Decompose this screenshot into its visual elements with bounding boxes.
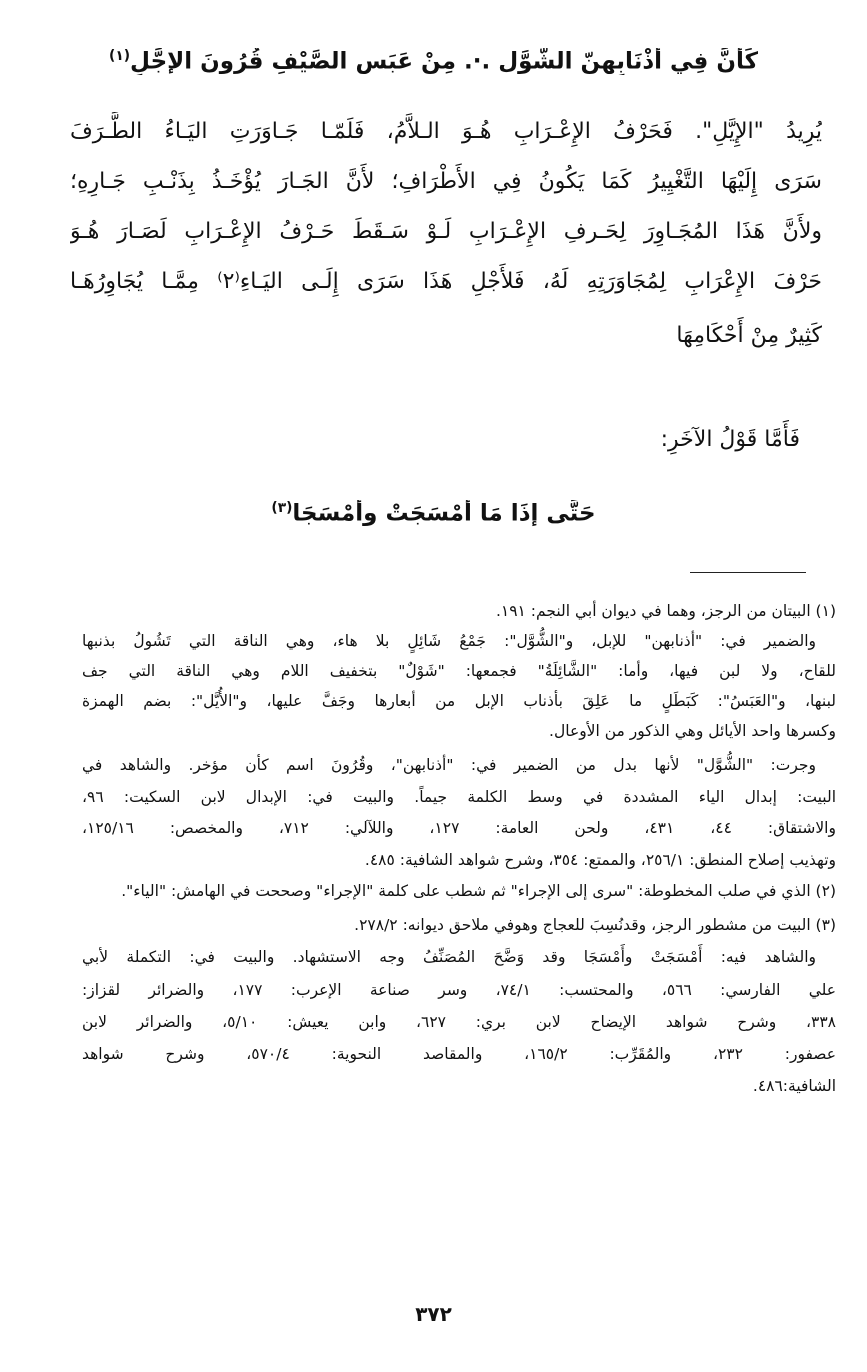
body-line: سَرَى إِلَيْهَا التَّغْيِيرُ كَمَا يَكُونُ فِي الأَطْرَافِ؛ لأَنَّ الجَـارَ يُؤْخَـذُ بِذَنْـبِ جَـارِهِ؛ bbox=[70, 169, 822, 194]
footnote-line: لبنها، و"العَبَسُ": كَبَطَلٍ ما عَلِقَ بأذناب الإبل من أبعارها وجَفَّ عليها، و"الأُيَّل": بضم الهمزة bbox=[82, 692, 836, 710]
verse-text: حَتَّى إِذَا مَا أَمْسَجَتْ وأَمْسَجَا bbox=[292, 500, 596, 527]
footnote-line: وتهذيب إصلاح المنطق: ٢٥٦/١، والممتع: ٣٥٤، وشرح شواهد الشافية: ٤٨٥. bbox=[364, 851, 836, 869]
footnote-line: والاشتقاق: ٤٤، ٤٣١، ولحن العامة: ١٢٧، واللآلي: ٧١٢، والمخصص: ١٢٥/١٦، bbox=[82, 819, 836, 837]
footnote-line: (٢) الذي في صلب المخطوطة: "سرى إلى الإجراء" ثم شطب على كلمة "الإجراء" وصححت في الهامش: "الياء". bbox=[121, 882, 836, 900]
intro-line: فَأَمَّا قَوْلُ الآخَرِ: bbox=[660, 427, 800, 452]
body-line: ولأَنَّ هَذَا المُجَـاوِرَ لِحَـرفِ الإِعْـرَابِ لَـوْ سَـقَطَ حَـرْفُ الإِعْـرَابِ لَصَـارَ هُـوَ bbox=[70, 219, 822, 244]
body-line: كَثِيرٌ مِنْ أَحْكَامِهَا bbox=[676, 323, 822, 348]
footnote-line: ٣٣٨، وشرح شواهد الإيضاح لابن بري: ٦٢٧، وابن يعيش: ٥/١٠، والضرائر لابن bbox=[82, 1013, 836, 1031]
verse-heading bbox=[0, 48, 867, 75]
body-line: يُرِيدُ "الإِيَّلِ". فَحَرْفُ الإِعْـرَابِ هُـوَ الـلاَّمُ، فَلَمّـا جَـاوَرَتِ اليَـاءُ الطَّـرَفَ bbox=[70, 119, 822, 144]
footnote-line: (٣) البيت من مشطور الرجز، وقدنُسِبَ للعجاج وهوفي ملاحق ديوانه: ٢٧٨/٢. bbox=[354, 916, 836, 934]
footnote-ref: (١) bbox=[109, 48, 131, 64]
verse-text: كَأَنَّ فِي أَذْنَابِهِنّ الشُّوَّل .·. مِنْ عَبَسِ الصَّيْفِ قُرُونَ الإِجَّلِ bbox=[130, 48, 758, 75]
body-line: حَرْفَ الإِعْرَابِ لِمُجَاوَرَتِهِ لَهُ، فَلأَجْلِ هَذَا سَرَى إِلَـى اليَـاءِ⁽٢⁾ مِمَّـا يُجَاوِرُهَـا bbox=[70, 269, 822, 294]
verse-quote bbox=[0, 500, 867, 527]
footnote-line: للقاح، ولا لبن فيها، وأما: "الشَّائِلَةُ" فجمعها: "شَوْلٌ" بتخفيف اللام وهي الناقة التي جف bbox=[82, 662, 836, 680]
footnote-separator bbox=[690, 572, 806, 573]
footnote-line: والشاهد فيه: أَمْسَجَتْ وأَمْسَجَا وقد وَضَّحَ المُصَنِّفُ وجه الاستشهاد. والبيت في: التكملة لأبي bbox=[82, 948, 816, 966]
footnote-line: عصفور: ٢٣٢، والمُقَرِّب: ١٦٥/٢، والمقاصد النحوية: ٥٧٠/٤، وشرح شواهد bbox=[82, 1045, 836, 1063]
footnote-ref: (٣) bbox=[271, 500, 293, 516]
page-number: ٣٧٢ bbox=[415, 1302, 452, 1326]
footnote-line: الشافية:٤٨٦. bbox=[752, 1077, 836, 1095]
footnote-line: (١) البيتان من الرجز، وهما في ديوان أبي النجم: ١٩١. bbox=[495, 602, 836, 620]
footnote-line: وكسرها واحد الأيائل وهي الذكور من الأوعال. bbox=[549, 722, 836, 740]
footnote-line: والضمير في: "أذنابهن" للإبل، و"الشُّوَّل": جَمْعُ شَائِلٍ بلا هاء، وهي الناقة التي تَشُولُ بذنبها bbox=[82, 632, 816, 650]
footnote-line: وجرت: "الشُّوَّل" لأنها بدل من الضمير في: "أذنابهن"، وقُرُونَ اسم كأن مؤخر. والشاهد في bbox=[82, 756, 816, 774]
footnote-line: علي الفارسي: ٥٦٦، والمحتسب: ٧٤/١، وسر صناعة الإعرب: ١٧٧، والضرائر لقزاز: bbox=[82, 981, 836, 999]
footnote-line: البيت: إبدال الياء المشددة في وسط الكلمة جيماً. والبيت في: الإبدال لابن السكيت: ٩٦، bbox=[82, 788, 836, 806]
